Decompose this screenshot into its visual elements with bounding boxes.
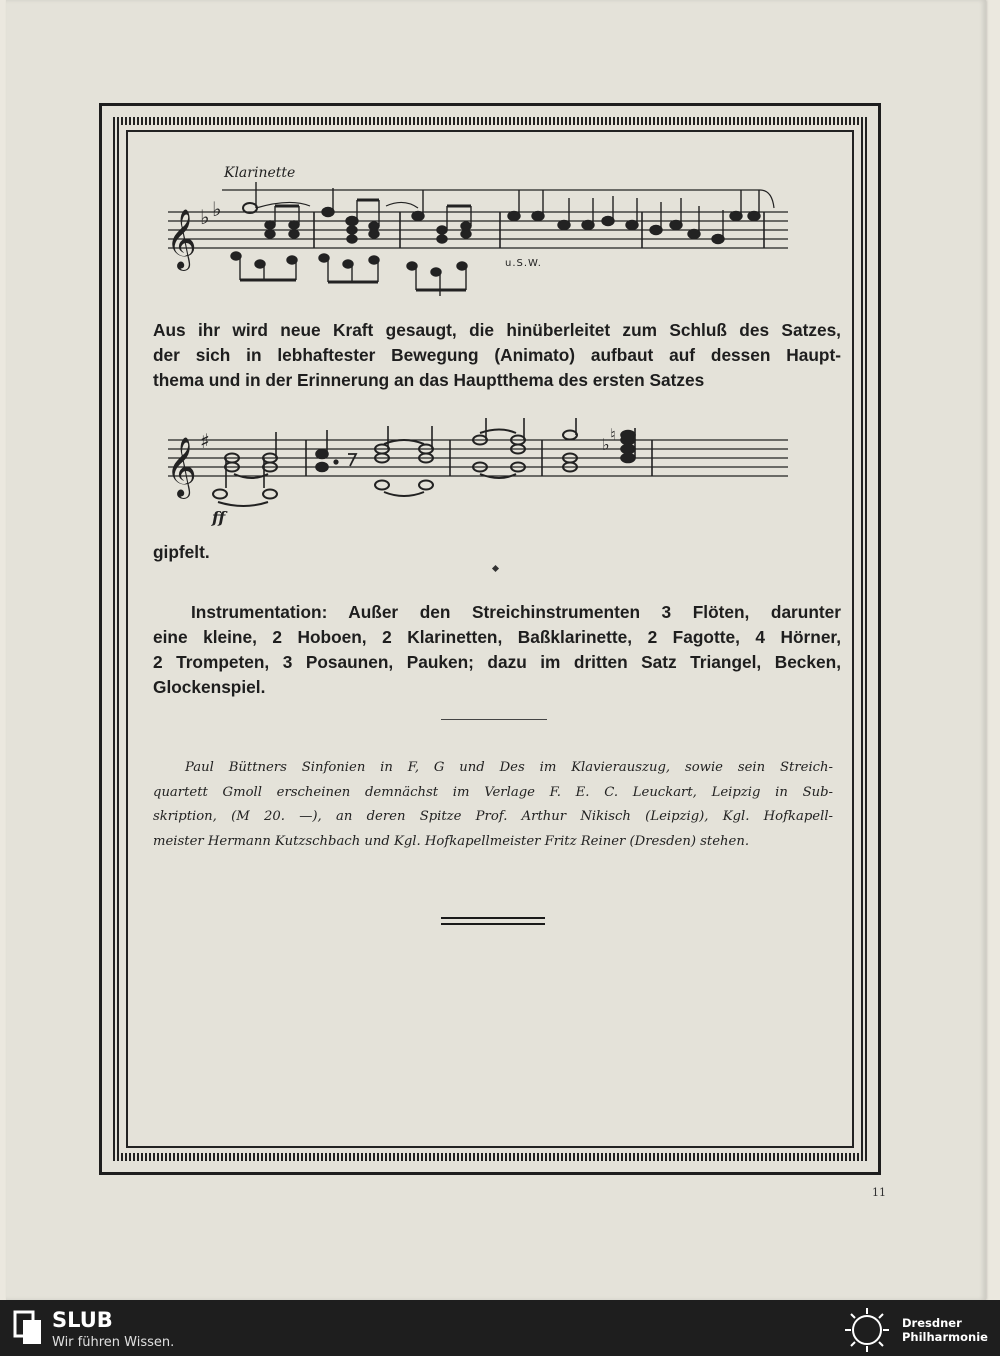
paragraph-instrumentation (153, 600, 841, 700)
svg-text:𝄞: 𝄞 (166, 437, 197, 497)
end-rule-top (441, 917, 545, 919)
paragraph-main-theme (153, 318, 841, 393)
section-divider (441, 719, 547, 720)
music-example-main-theme (160, 418, 800, 528)
svg-text:𝄞: 𝄞 (166, 209, 197, 269)
library-name[interactable]: SLUB (52, 1308, 113, 1332)
note-line: skription, (M 20. —), an deren Spitze Prof. Arthur Nikisch (Leipzig), Kgl. Hofkapell- (153, 809, 833, 824)
partner-name-line2: Philharmonie (902, 1330, 988, 1344)
slub-logo-icon[interactable] (13, 1310, 45, 1346)
text-line: der sich in lebhaftester Bewegung (Animato) aufbaut auf dessen Haupt- (153, 345, 841, 365)
note-line: quartett Gmoll erscheinen demnächst im Verlage F. E. C. Leuckart, Leipzig in Sub- (153, 784, 833, 800)
dynamic-marking: ff (212, 508, 226, 527)
partner-name-line1: Dresdner (902, 1316, 962, 1330)
library-tagline: Wir führen Wissen. (52, 1335, 175, 1350)
svg-text:♯: ♯ (200, 429, 210, 453)
end-rule-bottom (441, 923, 545, 925)
svg-text:♭: ♭ (200, 205, 210, 229)
philharmonie-logo-icon[interactable] (838, 1306, 896, 1354)
publication-note (153, 756, 833, 854)
note-line: Paul Büttners Sinfonien in F, G und Des im Klavierauszug, sowie sein Streich- (185, 760, 833, 775)
text-line: eine kleine, 2 Hoboen, 2 Klarinetten, Baßklarinette, 2 Fagotte, 4 Hörner, (153, 627, 841, 647)
svg-text:♭: ♭ (212, 197, 222, 221)
text-line: Instrumentation: Außer den Streichinstrumenten 3 Flöten, darunter (191, 602, 841, 622)
svg-text:♮: ♮ (610, 425, 616, 444)
text-line: Aus ihr wird neue Kraft gesaugt, die hinüberleitet zum Schluß des Satzes, (153, 320, 841, 340)
music-example-clarinet (160, 168, 800, 300)
partner-name[interactable] (902, 1316, 988, 1344)
text-line: thema und in der Erinnerung an das Hauptthema des ersten Satzes (153, 370, 705, 390)
continuation-mark: u.S.W. (505, 258, 542, 269)
text-line: 2 Trompeten, 3 Posaunen, Pauken; dazu im dritten Satz Triangel, Becken, (153, 652, 841, 672)
svg-text:♭: ♭ (602, 435, 610, 454)
note-line: meister Hermann Kutzschbach und Kgl. Hofkapellmeister Fritz Reiner (Dresden) stehen. (153, 833, 750, 849)
instrument-label: Klarinette (224, 165, 296, 181)
paragraph-end-word: gipfelt. (153, 542, 210, 562)
text-line: Glockenspiel. (153, 677, 266, 697)
page-number: 11 (872, 1186, 886, 1199)
